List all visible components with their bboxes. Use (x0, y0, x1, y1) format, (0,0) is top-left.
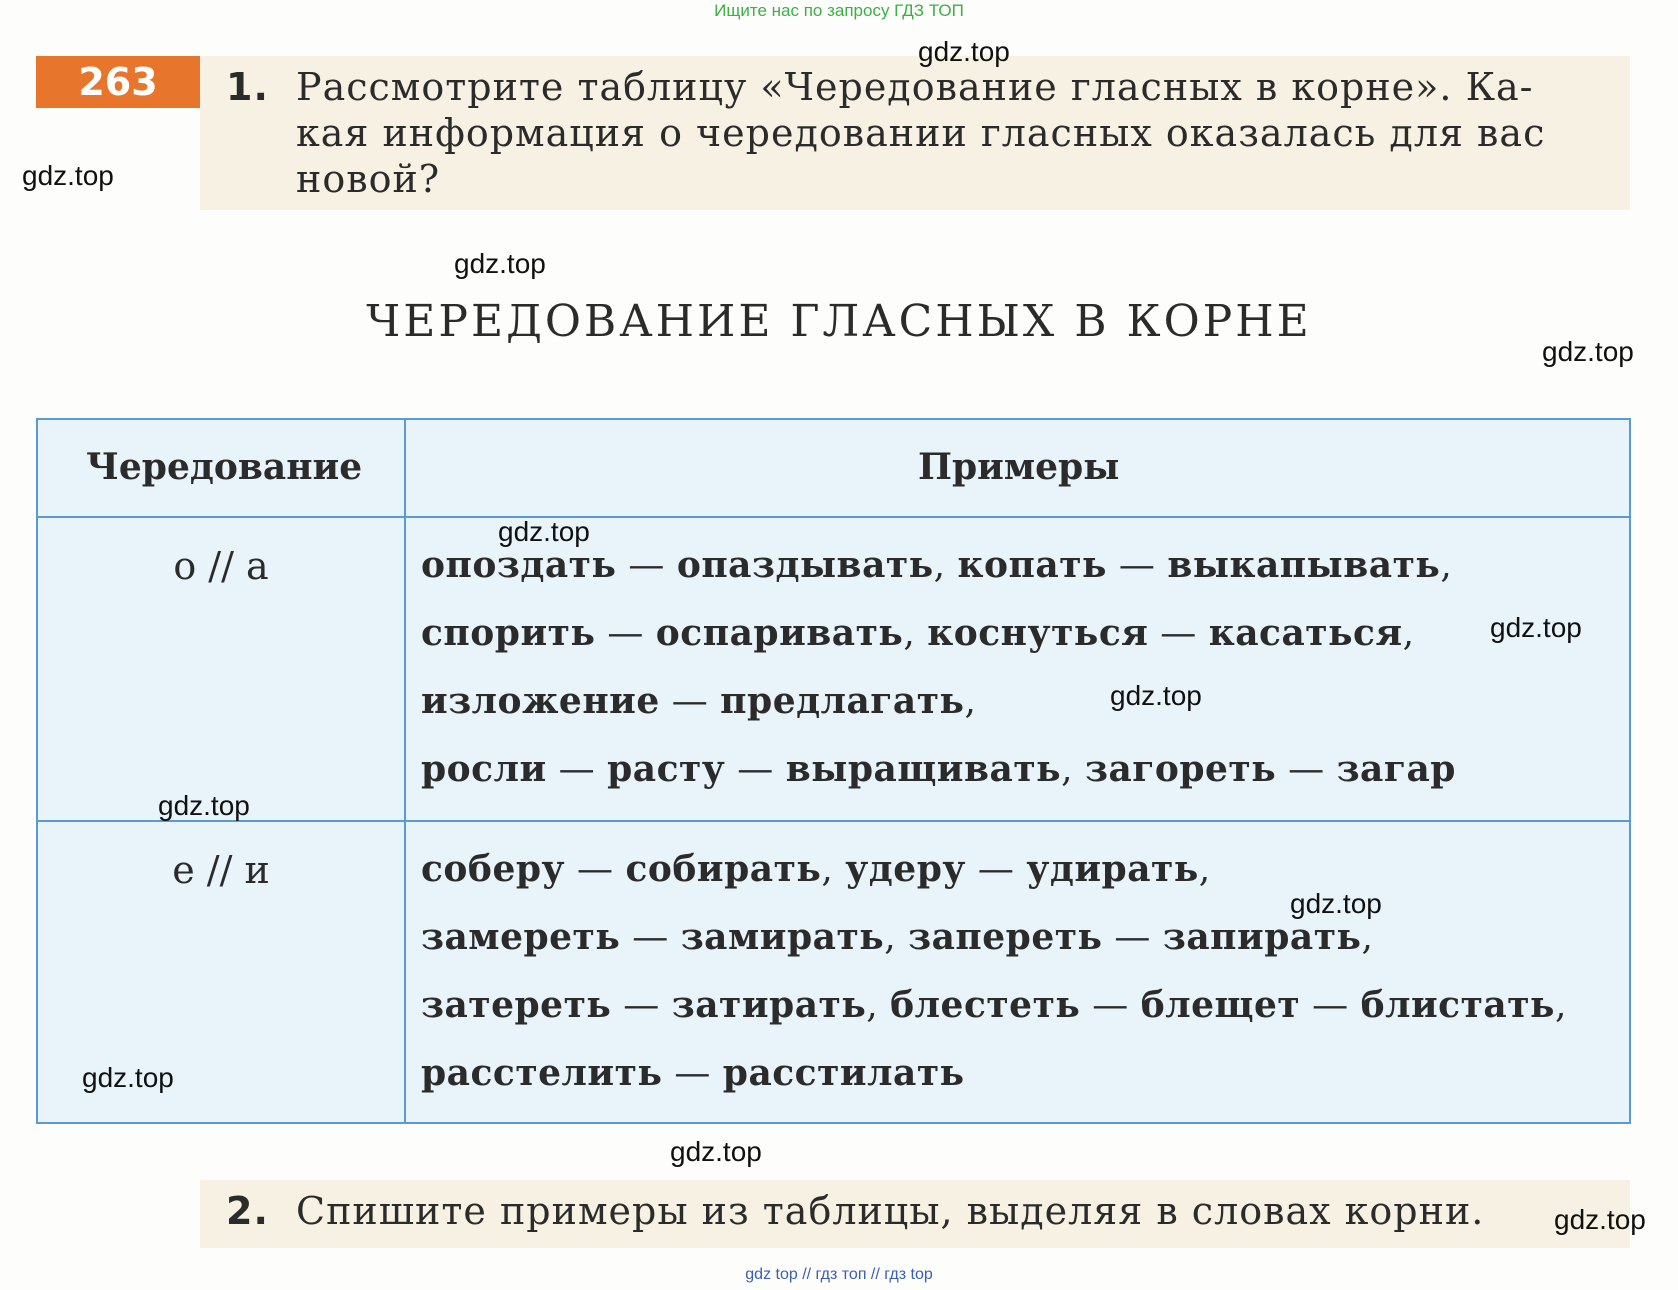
watermark: gdz.top (1490, 612, 1582, 643)
row2-example-line-1: соберу — собирать, удеру — удирать, (421, 848, 1211, 890)
watermark: gdz.top (1290, 888, 1382, 919)
task1-line-2: кая информация о чередовании гласных оказалась для вас (296, 111, 1546, 155)
footer-links[interactable]: gdz top // гдз топ // гдз top (745, 1266, 933, 1283)
row1-alternation: о // а (173, 544, 269, 588)
task2-text: Спишите примеры из таблицы, выделяя в словах корни. (296, 1189, 1485, 1233)
alternation-table (36, 418, 1631, 1124)
watermark: gdz.top (918, 36, 1010, 67)
row1-example-line-4: росли — расту — выращивать, загореть — загар (421, 748, 1456, 790)
exercise-number-badge: 263 (36, 56, 200, 108)
watermark: gdz.top (454, 248, 546, 279)
table-header-divider (38, 516, 1629, 518)
task1 (226, 64, 1626, 202)
row1-example-line-3: изложение — предлагать, (421, 680, 977, 722)
row2-example-line-3: затереть — затирать, блестеть — блещет — блистать, (421, 984, 1567, 1026)
task2-number: 2. (226, 1189, 269, 1233)
top-banner[interactable]: Ищите нас по запросу ГДЗ ТОП (714, 1, 964, 20)
task2 (226, 1188, 1626, 1234)
watermark: gdz.top (22, 160, 114, 191)
watermark: gdz.top (1542, 336, 1634, 367)
watermark: gdz.top (670, 1136, 762, 1167)
table-row-divider (38, 820, 1629, 822)
row2-example-line-2: замереть — замирать, запереть — запирать, (421, 916, 1374, 958)
row1-example-line-2: спорить — оспаривать, коснуться — касаться, (421, 612, 1415, 654)
watermark: gdz.top (158, 790, 250, 821)
watermark: gdz.top (1554, 1204, 1646, 1235)
task1-line-1: Рассмотрите таблицу «Чередование гласных в корне». Ка- (296, 65, 1534, 109)
watermark: gdz.top (82, 1062, 174, 1093)
row2-alternation: е // и (172, 848, 270, 892)
row1-example-line-1: опоздать — опаздывать, копать — выкапывать, (421, 544, 1453, 586)
watermark: gdz.top (1110, 680, 1202, 711)
table-column-divider (404, 420, 406, 1122)
task1-number: 1. (226, 65, 269, 109)
header-alternation: Чередование (86, 446, 363, 488)
table-title: ЧЕРЕДОВАНИЕ ГЛАСНЫХ В КОРНЕ (366, 296, 1312, 347)
header-examples: Примеры (918, 446, 1120, 488)
task1-line-3: новой? (296, 157, 441, 201)
watermark: gdz.top (498, 516, 590, 547)
row2-example-line-4: расстелить — расстилать (421, 1052, 965, 1094)
